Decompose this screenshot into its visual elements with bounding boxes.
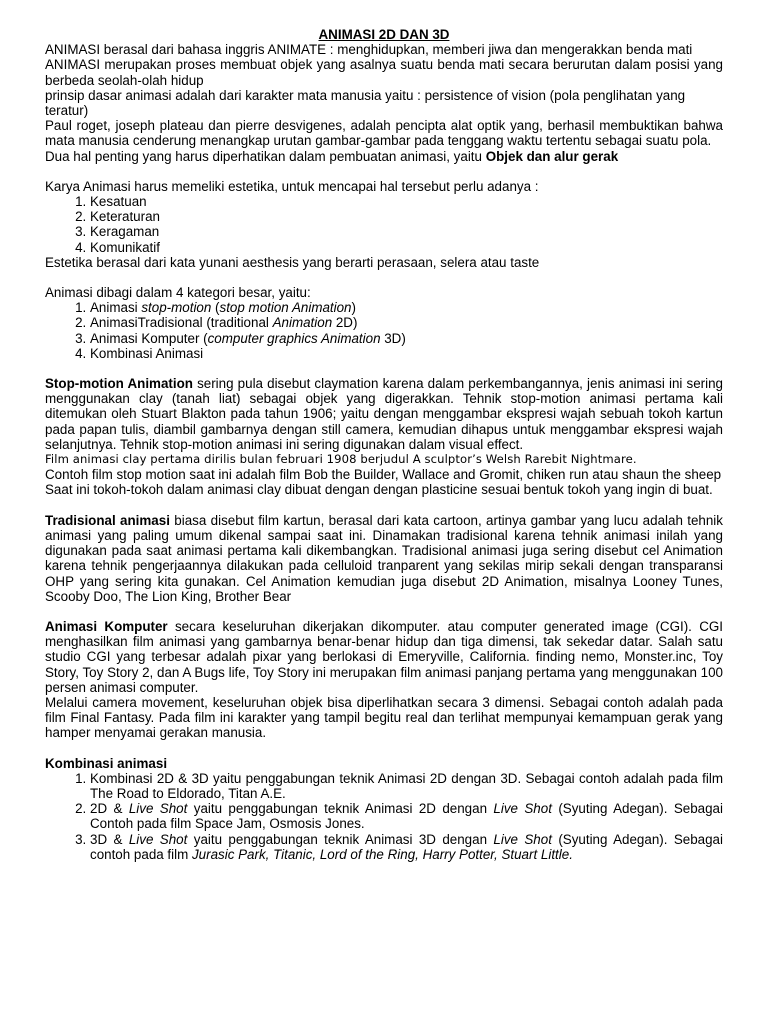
intro-paragraph-3: prinsip dasar animasi adalah dari karakter mata manusia yaitu : persistence of vision (pola penglihatan yang teratur) bbox=[45, 87, 686, 119]
stopmotion-paragraph: Stop-motion Animation sering pula disebut claymation karena dalam perkembangannya, jenis animasi ini sering menggunakan clay (tanah liat) sebagai objek yang digerakkan. Tehnik stop-motion animasi pertama kali ditemukan oleh Stuart Blakton pada tahun 1906; yaitu dengan menggambar ekspresi wajah sebuah tokoh kartun pada papan tulis, diambil gambarnya dengan still camera, kemudian dihapus untuk menggambar ekspresi wajah selanjutnya. Tehnik stop-motion animasi ini sering digunakan dalam visual effect. bbox=[45, 376, 723, 452]
kombinasi-heading: Kombinasi animasi bbox=[45, 755, 168, 771]
list-item: 4. Komunikatif bbox=[90, 240, 723, 255]
intro-paragraph-5 bbox=[45, 149, 723, 164]
document-page bbox=[45, 27, 723, 862]
stopmotion-plasticine: Saat ini tokoh-tokoh dalam animasi clay dibuat dengan dengan plasticine sesuai bentuk tokoh yang ingin di buat. bbox=[45, 482, 713, 498]
estetika-note: Estetika berasal dari kata yunani aesthesis yang berarti perasaan, selera atau taste bbox=[45, 254, 540, 270]
list-item: 3. Keragaman bbox=[90, 224, 723, 239]
list-item: 4. Kombinasi Animasi bbox=[90, 346, 723, 361]
page-title: ANIMASI 2D DAN 3D bbox=[318, 27, 450, 42]
intro-paragraph-4: Paul roget, joseph plateau dan pierre desvigenes, adalah pencipta alat optik yang, berhasil membuktikan bahwa mata manusia cenderung menangkap urutan gambar-gambar pada tenggang waktu tertentu sebagai suatu pola. bbox=[45, 118, 723, 149]
list-item: 1. Animasi stop-motion (stop motion Animation) bbox=[90, 300, 723, 315]
komputer-heading: Animasi Komputer bbox=[45, 618, 168, 634]
intro-p5-bold: Objek dan alur gerak bbox=[485, 148, 619, 164]
intro-paragraph-2: ANIMASI merupakan proses membuat objek yang asalnya suatu benda mati secara berurutan dalam posisi yang berbeda seolah-olah hidup bbox=[45, 57, 723, 88]
list-item: 1. Kombinasi 2D & 3D yaitu penggabungan teknik Animasi 2D dengan 3D. Sebagai contoh adalah pada film The Road to Eldorado, Titan A.E. bbox=[90, 771, 723, 801]
komputer-paragraph: Animasi Komputer secara keseluruhan dikerjakan dikomputer. atau computer generated image (CGI). CGI menghasilkan film animasi yang gambarnya benar-benar hidup dan tiga dimensi, tak sekedar datar. Salah satu studio CGI yang terbesar adalah pixar yang berlokasi di Emeryville, California. finding nemo, Monster.inc, Toy Story, Toy Story 2, dan A Bugs life, Toy Story ini merupakan film animasi panjang pertama yang menggunakan 100 persen animasi computer. bbox=[45, 618, 723, 695]
list-item: 1. Kesatuan bbox=[90, 194, 723, 209]
list-item: 3. 3D & Live Shot yaitu penggabungan teknik Animasi 3D dengan Live Shot (Syuting Adegan). Sebagai contoh pada film Jurasic Park, Titanic, Lord of the Ring, Harry Potter, Stuart Little. bbox=[90, 832, 723, 862]
stopmotion-heading: Stop-motion Animation bbox=[45, 376, 193, 392]
estetika-lead: Karya Animasi harus memeliki estetika, untuk mencapai hal tersebut perlu adanya : bbox=[45, 178, 539, 194]
list-item: 3. Animasi Komputer (computer graphics Animation 3D) bbox=[90, 331, 723, 346]
intro-paragraph-1: ANIMASI berasal dari bahasa inggris ANIMATE : menghidupkan, memberi jiwa dan mengerakkan benda mati bbox=[45, 42, 693, 58]
kategori-lead: Animasi dibagi dalam 4 kategori besar, yaitu: bbox=[45, 285, 311, 301]
komputer-camera-paragraph: Melalui camera movement, keseluruhan objek bisa diperlihatkan secara 3 dimensi. Sebagai contoh adalah pada film Final Fantasy. Pada film ini karakter yang tampil begitu real dan terlihat mempunyai kemampuan gerak yang hamper menyamai gerakan manusia. bbox=[45, 694, 723, 741]
list-item: 2. Keteraturan bbox=[90, 209, 723, 224]
tradisional-heading: Tradisional animasi bbox=[45, 512, 170, 528]
list-item: 2. AnimasiTradisional (traditional Animation 2D) bbox=[90, 315, 723, 330]
intro-p5-text: Dua hal penting yang harus diperhatikan dalam pembuatan animasi, yaitu bbox=[45, 148, 486, 164]
kategori-list bbox=[45, 300, 723, 361]
kombinasi-list bbox=[45, 771, 723, 862]
stopmotion-examples: Contoh film stop motion saat ini adalah film Bob the Builder, Wallace and Gromit, chiken run atau shaun the sheep bbox=[45, 467, 722, 483]
list-item: 2. 2D & Live Shot yaitu penggabungan teknik Animasi 2D dengan Live Shot (Syuting Adegan). Sebagai Contoh pada film Space Jam, Osmosis Jones. bbox=[90, 801, 723, 831]
estetika-list bbox=[45, 194, 723, 255]
tradisional-paragraph: Tradisional animasi biasa disebut film kartun, berasal dari kata cartoon, artinya gambar yang lucu adalah tehnik animasi yang paling umum dikenal sampai saat ini. Dinamakan tradisional karena tehnik animasi inilah yang digunakan pada saat animasi pertama kali dikembangkan. Tradisional animasi juga sering disebut cel Animation karena tehnik pengerjaannya dilakukan pada celluloid tranparent yang sekilas mirip sekali dengan transparansi OHP yang sering kita gunakan. Cel Animation kemudian juga disebut 2D Animation, misalnya Looney Tunes, Scooby Doo, The Lion King, Brother Bear bbox=[45, 512, 723, 604]
stopmotion-first-film: Film animasi clay pertama dirilis bulan februari 1908 berjudul A sculptor’s Welsh Rarebit Nightmare. bbox=[45, 452, 637, 467]
